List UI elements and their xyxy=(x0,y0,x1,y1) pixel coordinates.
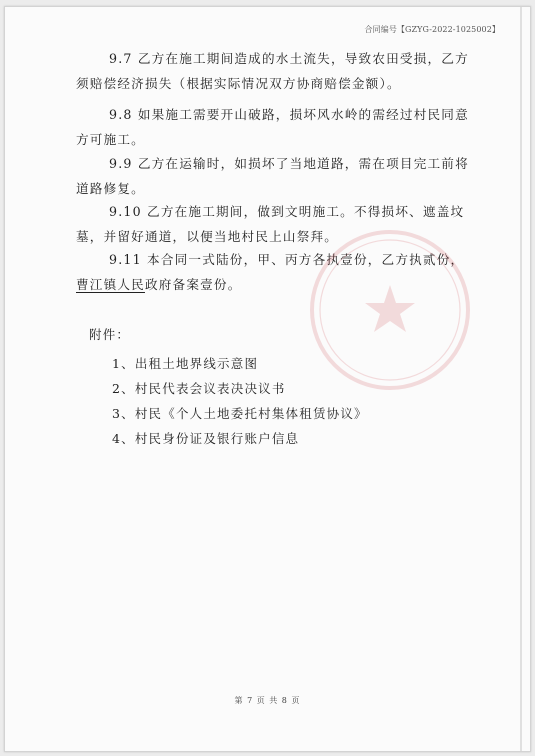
filing-authority: 曹江镇人民 xyxy=(76,276,145,292)
annex-item: 4、村民身份证及银行账户信息 xyxy=(112,431,300,446)
clause-9-10: 9.10 乙方在施工期间，做到文明施工。不得损坏、遮盖坟墓，并留好通道，以便当地村民上山祭拜。 xyxy=(76,204,465,244)
contract-number: 合同编号【GZYG-2022-1025002】 xyxy=(364,25,500,34)
document-page xyxy=(4,6,531,752)
clause-9-11 xyxy=(76,248,476,297)
page-footer: 第 7 页 共 8 页 xyxy=(234,696,301,705)
annex-item: 1、出租土地界线示意图 xyxy=(112,356,259,371)
clause-9-11-text: 9.11 本合同一式陆份，甲、丙方各执壹份，乙方执贰份， xyxy=(109,252,465,267)
clause-9-11-tail: 政府备案壹份。 xyxy=(144,276,242,292)
annex-item: 3、村民《个人土地委托村集体租赁协议》 xyxy=(112,406,368,421)
clause-9-9: 9.9 乙方在运输时，如损坏了当地道路，需在项目完工前将道路修复。 xyxy=(76,156,469,196)
annex-title: 附件： xyxy=(89,327,131,342)
binding-edge xyxy=(520,7,522,751)
clause-9-8: 9.8 如果施工需要开山破路，损坏风水岭的需经过村民同意方可施工。 xyxy=(76,107,469,147)
annex-item: 2、村民代表会议表决决议书 xyxy=(112,381,286,396)
clause-9-7: 9.7 乙方在施工期间造成的水土流失，导致农田受损，乙方须赔偿经济损失（根据实际情况双方协商赔偿金额）。 xyxy=(76,51,469,91)
